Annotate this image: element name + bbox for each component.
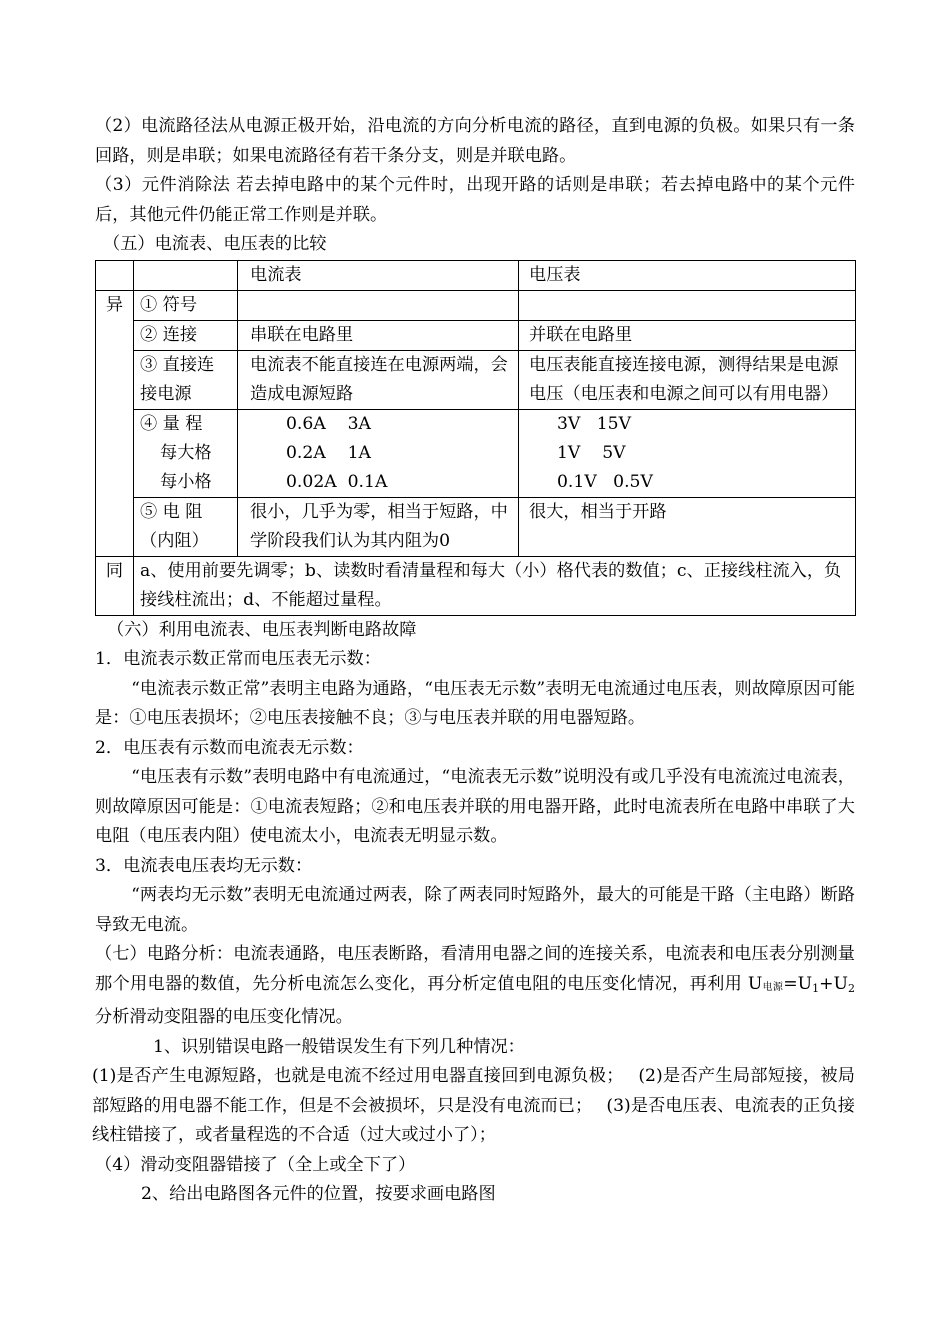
cell-ammeter: 串联在电路里 [238, 320, 519, 350]
group-same-label: 同 [96, 556, 134, 615]
row-label-range [134, 409, 238, 497]
table-row [96, 320, 856, 350]
subscript-2: 2 [848, 981, 856, 995]
section-six-title: （六）利用电流表、电压表判断电路故障 [107, 619, 417, 640]
section-seven-paragraph [95, 940, 855, 1033]
cell-voltmeter-ranges [519, 409, 856, 497]
row-label-line: ④ 量 程 [140, 413, 203, 434]
range-value-line: 3V 15V [557, 413, 632, 434]
table-corner-cell [96, 260, 134, 290]
draw-circuit-heading: 2、给出电路图各元件的位置，按要求画电路图 [141, 1184, 496, 1204]
cell-voltmeter [519, 290, 856, 320]
wrong-circuit-heading: 1、识别错误电路一般错误发生有下列几种情况： [153, 1036, 525, 1057]
wrong-circuit-cases: (1)是否产生电源短路，也就是电流不经过用电器直接回到电源负极； (2)是否产生局部短接，被局部短路的用电器不能工作，但是不会被损坏，只是没有电流而已； (3)是否电压表、电流表的正负接线柱错接了，或者量程选的不合适（过大或过小了）； [92, 1066, 855, 1145]
row-label: ① 符号 [134, 290, 238, 320]
table-row [96, 497, 856, 556]
section-seven-text-before: （七）电路分析：电流表通路，电压表断路，看清用电器之间的连接关系，电流表和电压表分别测量那个用电器的数值，先分析电流怎么变化，再分析定值电阻的电压变化情况，再利用 U [95, 944, 855, 994]
comparison-table [95, 260, 856, 616]
table-row [96, 350, 856, 409]
cell-ammeter: 很小，几乎为零，相当于短路，中学阶段我们认为其内阻为0 [238, 497, 519, 556]
range-value-line: 0.1V 0.5V [557, 471, 653, 492]
fault-item-1-title: 1．电流表示数正常而电压表无示数： [95, 649, 381, 669]
group-diff-label: 异 [96, 290, 134, 556]
cell-ammeter: 电流表不能直接连在电源两端，会造成电源短路 [238, 350, 519, 409]
fault-item-3-title: 3．电流表电压表均无示数： [95, 855, 313, 876]
row-label: ⑤ 电 阻（内阻） [134, 497, 238, 556]
section-seven-text-after: 分析滑动变阻器的电压变化情况。 [95, 1007, 353, 1027]
cell-voltmeter: 很大，相当于开路 [519, 497, 856, 556]
table-row-same [96, 556, 856, 615]
range-value-line: 0.02A 0.1A [286, 471, 388, 492]
cell-ammeter-ranges [238, 409, 519, 497]
fault-item-1-text: “电流表示数正常”表明主电路为通路，“电压表无示数”表明无电流通过电压表，则故障原因可能是：①电压表损坏；②电压表接触不良；③与电压表并联的用电器短路。 [95, 678, 855, 728]
wrong-circuit-case-4: （4）滑动变阻器错接了（全上或全下了） [95, 1154, 416, 1175]
document-page [92, 112, 856, 1210]
row-label: ② 连接 [134, 320, 238, 350]
equation-part: =U [783, 973, 813, 994]
table-corner-cell [134, 260, 238, 290]
table-row [96, 409, 856, 497]
range-value-line: 1V 5V [557, 442, 626, 463]
fault-item-2-title: 2．电压表有示数而电流表无示数： [95, 737, 364, 758]
row-label-line: 每小格 [160, 471, 212, 492]
row-label: ③ 直接连接电源 [134, 350, 238, 409]
range-value-line: 0.2A 1A [286, 442, 371, 463]
paragraph-current-path-method: （2）电流路径法从电源正极开始，沿电流的方向分析电流的路径，直到电源的负极。如果只有一条回路，则是串联；如果电流路径有若干条分支，则是并联电路。 [95, 116, 855, 166]
equation-part: +U [819, 973, 849, 994]
subscript-1: 1 [812, 981, 820, 995]
cell-voltmeter: 并联在电路里 [519, 320, 856, 350]
row-label-line: 每大格 [160, 442, 212, 463]
header-voltmeter: 电压表 [519, 260, 856, 290]
range-value-line: 0.6A 3A [286, 413, 371, 434]
section-five-title: （五）电流表、电压表的比较 [103, 234, 327, 254]
paragraph-element-removal-method: （3）元件消除法 若去掉电路中的某个元件时，出现开路的话则是串联；若去掉电路中的某个元件后，其他元件仍能正常工作则是并联。 [95, 175, 855, 225]
cell-ammeter [238, 290, 519, 320]
subscript-source: 电源 [762, 981, 784, 993]
cell-same-text: a、使用前要先调零；b、读数时看清量程和每大（小）格代表的数值；c、正接线柱流入，负接线柱流出；d、不能超过量程。 [134, 556, 856, 615]
fault-item-2-text: “电压表有示数”表明电路中有电流通过，“电流表无示数”说明没有或几乎没有电流流过电流表，则故障原因可能是：①电流表短路；②和电压表并联的用电器开路，此时电流表所在电路中串联了大电阻（电压表内阻）使电流太小，电流表无明显示数。 [95, 767, 855, 846]
fault-item-3-text: “两表均无示数”表明无电流通过两表，除了两表同时短路外，最大的可能是干路（主电路）断路导致无电流。 [95, 885, 855, 935]
table-header-row [96, 260, 856, 290]
cell-voltmeter: 电压表能直接连接电源，测得结果是电源电压（电压表和电源之间可以有用电器） [519, 350, 856, 409]
table-row [96, 290, 856, 320]
header-ammeter: 电流表 [238, 260, 519, 290]
